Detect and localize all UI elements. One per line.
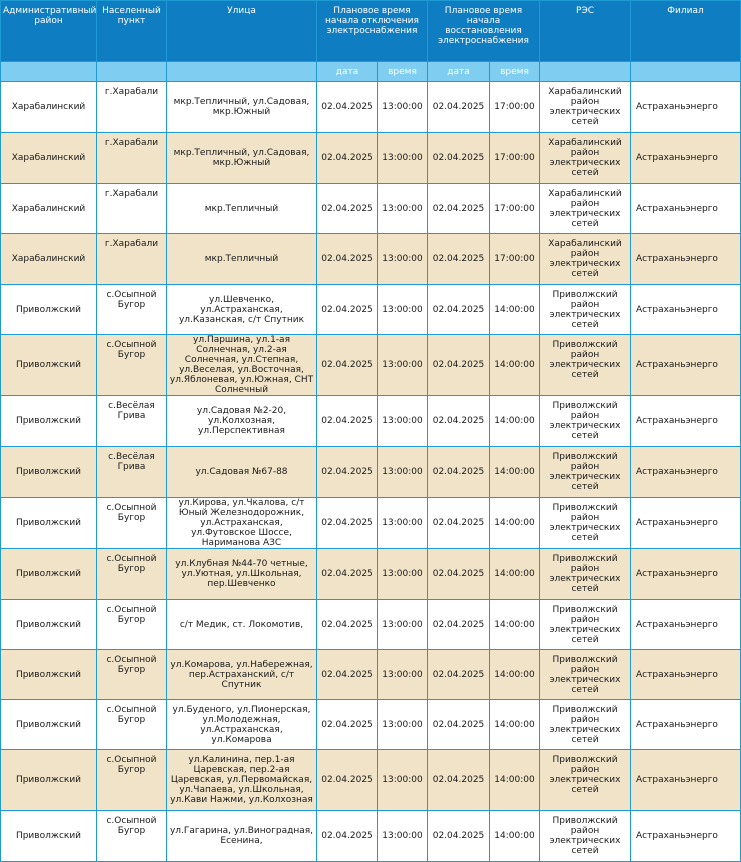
table-body — [1, 82, 741, 862]
cell-off-time: 13:00:00 — [378, 549, 428, 600]
cell-district: Приволжский — [1, 285, 97, 335]
table-row — [1, 82, 741, 133]
cell-off-date: 02.04.2025 — [317, 82, 378, 133]
cell-locality: с.Осыпной Бугор — [97, 335, 167, 396]
cell-street: ул.Буденого, ул.Пионерская, ул.Молодежная, ул.Астраханская, ул.Комарова — [167, 700, 317, 750]
cell-locality: с.Весёлая Грива — [97, 396, 167, 447]
cell-off-time: 13:00:00 — [378, 750, 428, 811]
cell-off-time: 13:00:00 — [378, 285, 428, 335]
cell-on-date: 02.04.2025 — [428, 82, 490, 133]
cell-on-date: 02.04.2025 — [428, 650, 490, 700]
cell-res: Харабалинский район электрических сетей — [540, 234, 631, 285]
cell-off-time: 13:00:00 — [378, 335, 428, 396]
cell-off-date: 02.04.2025 — [317, 447, 378, 498]
cell-locality: с.Весёлая Грива — [97, 447, 167, 498]
cell-off-time: 13:00:00 — [378, 498, 428, 549]
col-header-on-time: Плановое время начала восстановления электроснабжения — [428, 1, 540, 62]
cell-off-time: 13:00:00 — [378, 184, 428, 234]
cell-off-date: 02.04.2025 — [317, 234, 378, 285]
cell-on-time: 14:00:00 — [490, 811, 540, 862]
cell-on-time: 14:00:00 — [490, 447, 540, 498]
subheader-empty — [167, 62, 317, 82]
cell-branch: Астраханьэнерго — [631, 396, 741, 447]
cell-on-time: 14:00:00 — [490, 335, 540, 396]
cell-street: с/т Медик, ст. Локомотив, — [167, 600, 317, 650]
cell-off-time: 13:00:00 — [378, 396, 428, 447]
col-header-res: РЭС — [540, 1, 631, 62]
col-header-district: Административный район — [1, 1, 97, 62]
cell-on-date: 02.04.2025 — [428, 396, 490, 447]
cell-locality: с.Осыпной Бугор — [97, 811, 167, 862]
col-header-branch: Филиал — [631, 1, 741, 62]
cell-locality: с.Осыпной Бугор — [97, 600, 167, 650]
cell-on-date: 02.04.2025 — [428, 549, 490, 600]
cell-res: Харабалинский район электрических сетей — [540, 82, 631, 133]
cell-district: Харабалинский — [1, 82, 97, 133]
table-row — [1, 234, 741, 285]
table-row — [1, 133, 741, 184]
cell-street: ул.Паршина, ул.1-ая Солнечная, ул.2-ая Солнечная, ул.Степная, ул.Веселая, ул.Восточная, ул.Яблоневая, ул.Южная, СНТ Солнечный — [167, 335, 317, 396]
cell-on-time: 14:00:00 — [490, 700, 540, 750]
cell-street: ул.Садовая №67-88 — [167, 447, 317, 498]
cell-res: Харабалинский район электрических сетей — [540, 133, 631, 184]
cell-street: мкр.Тепличный — [167, 234, 317, 285]
cell-off-date: 02.04.2025 — [317, 285, 378, 335]
cell-branch: Астраханьэнерго — [631, 447, 741, 498]
cell-locality: с.Осыпной Бугор — [97, 498, 167, 549]
cell-off-time: 13:00:00 — [378, 133, 428, 184]
cell-res: Приволжский район электрических сетей — [540, 396, 631, 447]
cell-on-time: 17:00:00 — [490, 82, 540, 133]
table-row — [1, 184, 741, 234]
subheader-row — [1, 62, 741, 82]
cell-off-date: 02.04.2025 — [317, 184, 378, 234]
table-row — [1, 396, 741, 447]
cell-off-time: 13:00:00 — [378, 82, 428, 133]
cell-off-date: 02.04.2025 — [317, 498, 378, 549]
cell-on-time: 17:00:00 — [490, 133, 540, 184]
cell-district: Приволжский — [1, 335, 97, 396]
subheader-on-time: время — [490, 62, 540, 82]
cell-locality: с.Осыпной Бугор — [97, 650, 167, 700]
cell-on-date: 02.04.2025 — [428, 498, 490, 549]
cell-on-date: 02.04.2025 — [428, 285, 490, 335]
cell-on-time: 14:00:00 — [490, 750, 540, 811]
cell-on-time: 17:00:00 — [490, 184, 540, 234]
cell-branch: Астраханьэнерго — [631, 811, 741, 862]
col-header-street: Улица — [167, 1, 317, 62]
cell-on-date: 02.04.2025 — [428, 700, 490, 750]
table-row — [1, 498, 741, 549]
cell-off-date: 02.04.2025 — [317, 811, 378, 862]
cell-off-time: 13:00:00 — [378, 234, 428, 285]
subheader-empty — [1, 62, 97, 82]
cell-off-time: 13:00:00 — [378, 600, 428, 650]
table-row — [1, 750, 741, 811]
cell-branch: Астраханьэнерго — [631, 234, 741, 285]
table-row — [1, 549, 741, 600]
cell-res: Приволжский район электрических сетей — [540, 285, 631, 335]
cell-res: Харабалинский район электрических сетей — [540, 184, 631, 234]
cell-off-date: 02.04.2025 — [317, 396, 378, 447]
cell-off-time: 13:00:00 — [378, 650, 428, 700]
cell-off-date: 02.04.2025 — [317, 700, 378, 750]
cell-res: Приволжский район электрических сетей — [540, 498, 631, 549]
cell-off-date: 02.04.2025 — [317, 335, 378, 396]
cell-on-date: 02.04.2025 — [428, 600, 490, 650]
cell-locality: с.Осыпной Бугор — [97, 549, 167, 600]
cell-branch: Астраханьэнерго — [631, 133, 741, 184]
col-header-locality: Населенный пункт — [97, 1, 167, 62]
subheader-empty — [540, 62, 631, 82]
cell-off-date: 02.04.2025 — [317, 549, 378, 600]
cell-on-time: 14:00:00 — [490, 600, 540, 650]
table-row — [1, 600, 741, 650]
cell-on-date: 02.04.2025 — [428, 447, 490, 498]
cell-off-date: 02.04.2025 — [317, 750, 378, 811]
cell-locality: г.Харабали — [97, 234, 167, 285]
cell-branch: Астраханьэнерго — [631, 184, 741, 234]
cell-district: Приволжский — [1, 498, 97, 549]
table-row — [1, 447, 741, 498]
cell-res: Приволжский район электрических сетей — [540, 750, 631, 811]
cell-district: Приволжский — [1, 549, 97, 600]
table-row — [1, 700, 741, 750]
cell-on-date: 02.04.2025 — [428, 750, 490, 811]
cell-branch: Астраханьэнерго — [631, 549, 741, 600]
cell-district: Приволжский — [1, 447, 97, 498]
cell-res: Приволжский район электрических сетей — [540, 811, 631, 862]
cell-off-time: 13:00:00 — [378, 811, 428, 862]
cell-street: ул.Гагарина, ул.Виноградная, Есенина, — [167, 811, 317, 862]
table-row — [1, 811, 741, 862]
cell-street: мкр.Тепличный, ул.Садовая, мкр.Южный — [167, 82, 317, 133]
cell-branch: Астраханьэнерго — [631, 335, 741, 396]
cell-branch: Астраханьэнерго — [631, 285, 741, 335]
cell-on-date: 02.04.2025 — [428, 335, 490, 396]
cell-on-time: 14:00:00 — [490, 549, 540, 600]
cell-locality: с.Осыпной Бугор — [97, 750, 167, 811]
subheader-empty — [97, 62, 167, 82]
cell-on-time: 14:00:00 — [490, 396, 540, 447]
cell-res: Приволжский район электрических сетей — [540, 700, 631, 750]
cell-street: ул.Кирова, ул.Чкалова, с/т Юный Железнодорожник, ул.Астраханская, ул.Футовское Шоссе, Нариманова АЗС — [167, 498, 317, 549]
cell-res: Приволжский район электрических сетей — [540, 600, 631, 650]
table-row — [1, 650, 741, 700]
cell-district: Приволжский — [1, 396, 97, 447]
subheader-off-date: дата — [317, 62, 378, 82]
cell-on-date: 02.04.2025 — [428, 234, 490, 285]
cell-on-date: 02.04.2025 — [428, 133, 490, 184]
cell-street: ул.Клубная №44-70 четные, ул.Уютная, ул.Школьная, пер.Шевченко — [167, 549, 317, 600]
cell-on-time: 17:00:00 — [490, 234, 540, 285]
cell-off-time: 13:00:00 — [378, 700, 428, 750]
cell-locality: с.Осыпной Бугор — [97, 285, 167, 335]
cell-res: Приволжский район электрических сетей — [540, 335, 631, 396]
cell-off-time: 13:00:00 — [378, 447, 428, 498]
cell-on-date: 02.04.2025 — [428, 811, 490, 862]
table-row — [1, 285, 741, 335]
cell-on-time: 14:00:00 — [490, 650, 540, 700]
cell-street: ул.Калинина, пер.1-ая Царевская, пер.2-ая Царевская, ул.Первомайская, ул.Чапаева, ул.Школьная, ул.Кави Нажми, ул.Колхозная — [167, 750, 317, 811]
cell-street: ул.Шевченко, ул.Астраханская, ул.Казанская, с/т Спутник — [167, 285, 317, 335]
cell-district: Приволжский — [1, 650, 97, 700]
col-header-off-time: Плановое время начала отключения электроснабжения — [317, 1, 428, 62]
cell-district: Приволжский — [1, 750, 97, 811]
cell-locality: г.Харабали — [97, 82, 167, 133]
cell-off-date: 02.04.2025 — [317, 133, 378, 184]
cell-district: Харабалинский — [1, 184, 97, 234]
cell-locality: г.Харабали — [97, 133, 167, 184]
subheader-off-time: время — [378, 62, 428, 82]
cell-district: Харабалинский — [1, 234, 97, 285]
cell-street: ул.Садовая №2-20, ул.Колхозная, ул.Перспективная — [167, 396, 317, 447]
cell-res: Приволжский район электрических сетей — [540, 447, 631, 498]
cell-res: Приволжский район электрических сетей — [540, 650, 631, 700]
table-row — [1, 335, 741, 396]
cell-street: мкр.Тепличный, ул.Садовая, мкр.Южный — [167, 133, 317, 184]
cell-street: ул.Комарова, ул.Набережная, пер.Астраханский, с/т Спутник — [167, 650, 317, 700]
cell-on-time: 14:00:00 — [490, 285, 540, 335]
cell-district: Приволжский — [1, 811, 97, 862]
cell-locality: г.Харабали — [97, 184, 167, 234]
cell-locality: с.Осыпной Бугор — [97, 700, 167, 750]
cell-branch: Астраханьэнерго — [631, 600, 741, 650]
cell-on-time: 14:00:00 — [490, 498, 540, 549]
cell-off-date: 02.04.2025 — [317, 600, 378, 650]
subheader-empty — [631, 62, 741, 82]
cell-district: Харабалинский — [1, 133, 97, 184]
cell-branch: Астраханьэнерго — [631, 82, 741, 133]
cell-branch: Астраханьэнерго — [631, 700, 741, 750]
cell-branch: Астраханьэнерго — [631, 498, 741, 549]
header-row — [1, 1, 741, 62]
cell-branch: Астраханьэнерго — [631, 650, 741, 700]
cell-off-date: 02.04.2025 — [317, 650, 378, 700]
cell-branch: Астраханьэнерго — [631, 750, 741, 811]
subheader-on-date: дата — [428, 62, 490, 82]
cell-res: Приволжский район электрических сетей — [540, 549, 631, 600]
cell-street: мкр.Тепличный — [167, 184, 317, 234]
cell-on-date: 02.04.2025 — [428, 184, 490, 234]
cell-district: Приволжский — [1, 700, 97, 750]
cell-district: Приволжский — [1, 600, 97, 650]
